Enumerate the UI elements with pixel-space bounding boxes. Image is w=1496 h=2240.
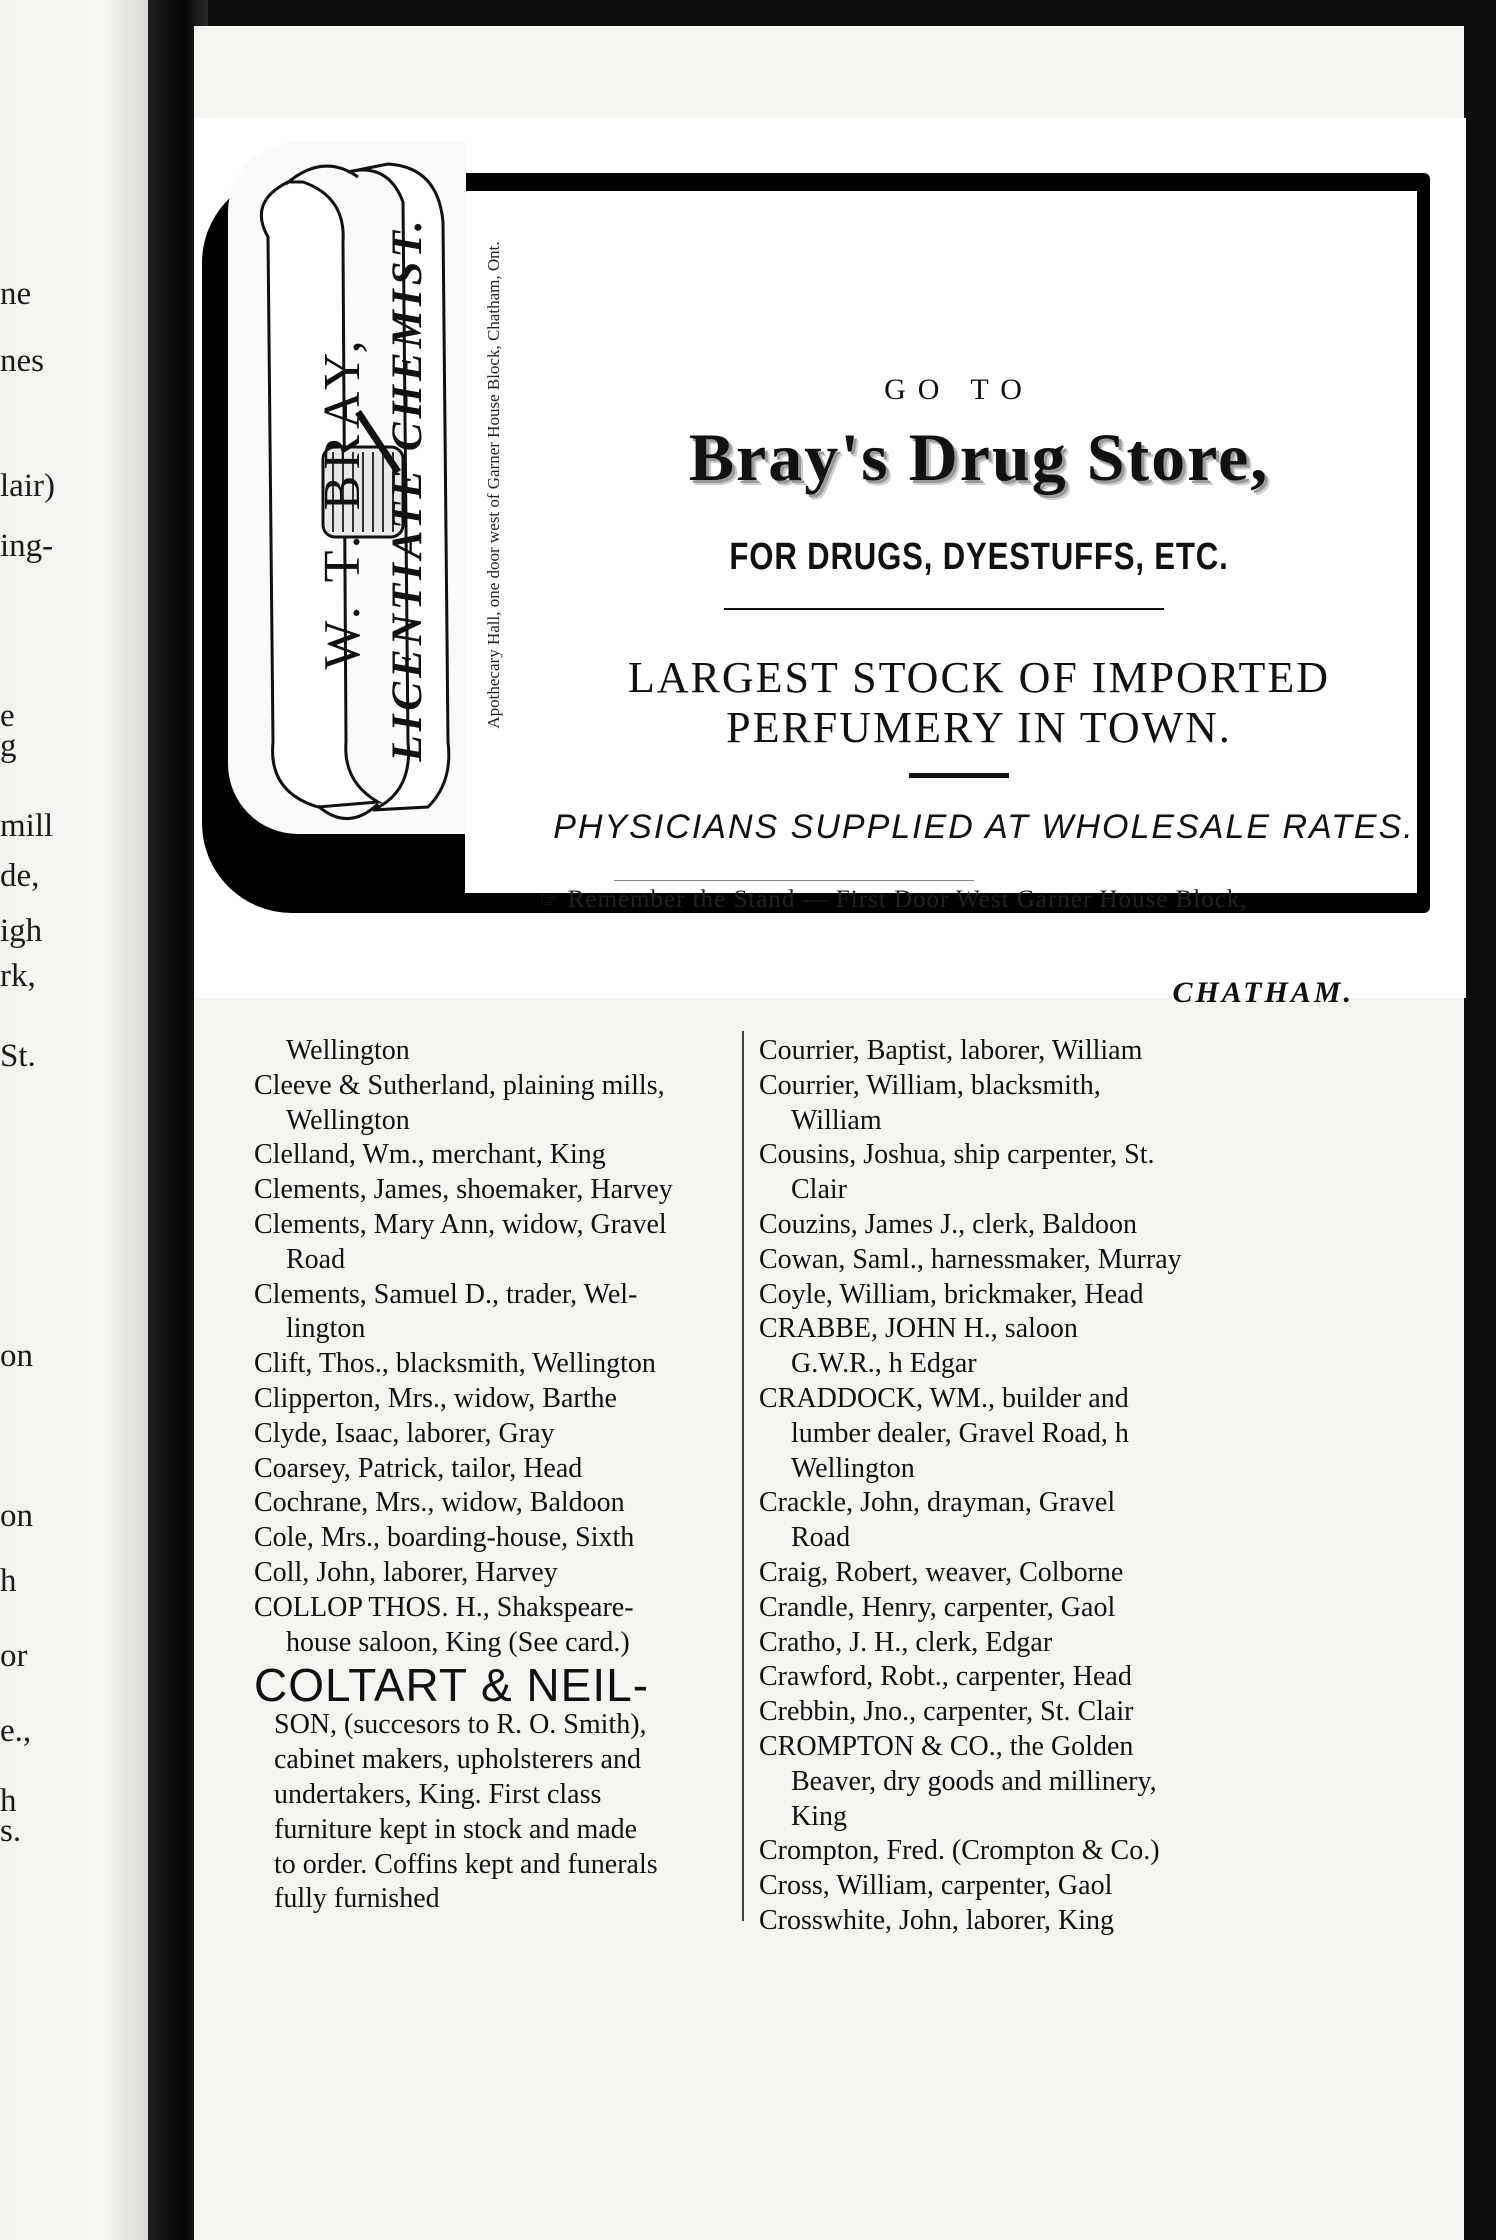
- entry-line: G.W.R., h Edgar: [791, 1348, 977, 1380]
- entry-line: Crompton, Fred. (Crompton & Co.): [759, 1835, 1160, 1867]
- entry-line: CRABBE, JOHN H., saloon: [759, 1313, 1078, 1345]
- ad-divider-dotted: [614, 880, 974, 881]
- ad-city: CHATHAM.: [1172, 976, 1354, 1009]
- directory-entry: [759, 1278, 1329, 1313]
- entry-line: SON, (succesors to R. O. Smith),: [274, 1709, 647, 1741]
- directory-entry: [254, 1486, 809, 1521]
- directory-entry: [759, 1730, 1329, 1834]
- directory-entry: [254, 1382, 809, 1417]
- adjacent-page-fragment: ne: [0, 276, 32, 312]
- ribbon-proprietor-name: W. T. BRAY,: [314, 334, 371, 670]
- entry-line: Clelland, Wm., merchant, King: [254, 1139, 606, 1171]
- ad-remember-stand: [539, 886, 1419, 915]
- directory-entry: [759, 1034, 1329, 1069]
- directory-entry: [759, 1556, 1329, 1591]
- entry-line: Crosswhite, John, laborer, King: [759, 1904, 1115, 1936]
- adjacent-page-fragment: rk,: [0, 958, 36, 994]
- adjacent-page-fragment: mill: [0, 808, 54, 844]
- entry-line: Cratho, J. H., clerk, Edgar: [759, 1626, 1053, 1658]
- ad-divider-thin: [724, 608, 1164, 610]
- adjacent-page-fragment: e.,: [0, 1713, 32, 1749]
- ad-divider-thick: [909, 773, 1009, 778]
- entry-line: Wellington: [286, 1104, 410, 1136]
- ad-store-name: Bray's Drug Store,: [688, 419, 1270, 495]
- directory-entry: [759, 1834, 1329, 1869]
- pointing-hand-icon: ☞: [539, 887, 560, 912]
- entry-line: lumber dealer, Gravel Road, h: [791, 1417, 1129, 1449]
- adjacent-page-fragment: h: [0, 1783, 17, 1819]
- entry-line: Wellington: [286, 1035, 410, 1066]
- adjacent-page-fragment: on: [0, 1338, 33, 1374]
- entry-line: undertakers, King. First class: [274, 1778, 602, 1810]
- coltart-neilson-description: [254, 1708, 809, 1917]
- directory-entry: [759, 1486, 1329, 1556]
- entry-line: Crackle, John, drayman, Gravel: [759, 1487, 1116, 1519]
- entry-line: CRADDOCK, WM., builder and: [759, 1382, 1129, 1414]
- entry-line: furniture kept in stock and made: [274, 1813, 638, 1845]
- entry-line: Courrier, William, blacksmith,: [759, 1069, 1101, 1101]
- ad-remember-text: Remember the Stand — First Door West Garner House Block,: [567, 886, 1248, 913]
- entry-line: Coyle, William, brickmaker, Head: [759, 1278, 1144, 1310]
- adjacent-page-fragment: or: [0, 1638, 28, 1674]
- directory-entry: [254, 1208, 809, 1278]
- entry-line: Crandle, Henry, carpenter, Gaol: [759, 1591, 1116, 1623]
- directory-entry: [254, 1556, 809, 1591]
- adjacent-page-fragment: g: [0, 728, 17, 764]
- entry-line: Clift, Thos., blacksmith, Wellington: [254, 1348, 656, 1380]
- entry-line: lington: [286, 1313, 366, 1345]
- coltart-neilson-heading: COLTART & NEIL-: [254, 1659, 650, 1712]
- directory-entry: [759, 1695, 1329, 1730]
- entry-line: fully furnished: [274, 1883, 440, 1915]
- entry-line: Cousins, Joshua, ship carpenter, St.: [759, 1139, 1155, 1171]
- directory-entry: [254, 1417, 809, 1452]
- entry-line: King: [791, 1800, 847, 1832]
- directory-left-column: [254, 1034, 809, 1917]
- entry-line: Cross, William, carpenter, Gaol: [759, 1870, 1113, 1902]
- entry-line: Clements, Samuel D., trader, Wel-: [254, 1278, 638, 1310]
- entry-line: Clements, James, shoemaker, Harvey: [254, 1174, 673, 1206]
- entry-line: Coarsey, Patrick, tailor, Head: [254, 1452, 583, 1484]
- entry-line: Couzins, James J., clerk, Baldoon: [759, 1208, 1137, 1240]
- entry-line: Clair: [791, 1174, 847, 1206]
- directory-entry: [759, 1869, 1329, 1904]
- directory-entry: [759, 1243, 1329, 1278]
- entry-line: Clyde, Isaac, laborer, Gray: [254, 1417, 555, 1449]
- adjacent-page-strip: [0, 0, 148, 2240]
- adjacent-page-fragment: de,: [0, 858, 40, 894]
- directory-entry: [254, 1034, 809, 1069]
- entry-line: Wellington: [791, 1452, 915, 1484]
- bray-drug-store-advertisement: [194, 118, 1466, 1009]
- ad-physicians-line: PHYSICIANS SUPPLIED AT WHOLESALE RATES.: [553, 808, 1415, 846]
- entry-line: Clipperton, Mrs., widow, Barthe: [254, 1382, 617, 1414]
- entry-line: Beaver, dry goods and millinery,: [791, 1765, 1157, 1797]
- directory-entry: [759, 1138, 1329, 1208]
- ad-ribbon-panel: [228, 142, 503, 834]
- entry-line: Crawford, Robt., carpenter, Head: [759, 1661, 1132, 1693]
- directory-entry: [759, 1069, 1329, 1139]
- directory-entry: [759, 1660, 1329, 1695]
- ad-address-band: [464, 142, 504, 834]
- entry-line: Crebbin, Jno., carpenter, St. Clair: [759, 1696, 1134, 1728]
- entry-line: Coll, John, laborer, Harvey: [254, 1556, 558, 1588]
- adjacent-page-fragment: e: [0, 698, 15, 734]
- entry-line: CROMPTON & CO., the Golden: [759, 1730, 1134, 1762]
- directory-entry: [759, 1626, 1329, 1661]
- entry-line: Cole, Mrs., boarding-house, Sixth: [254, 1522, 635, 1554]
- adjacent-page-fragment: nes: [0, 343, 44, 379]
- adjacent-page-fragment: St.: [0, 1038, 36, 1074]
- directory-entry: [254, 1521, 809, 1556]
- entry-line: Craig, Robert, weaver, Colborne: [759, 1556, 1124, 1588]
- directory-entry: [254, 1591, 809, 1661]
- entry-line: William: [791, 1104, 882, 1136]
- entry-line: to order. Coffins kept and funerals: [274, 1848, 658, 1880]
- ad-go-to: GO TO: [884, 373, 1034, 406]
- directory-right-column: [759, 1034, 1329, 1939]
- entry-line: cabinet makers, upholsterers and: [274, 1744, 641, 1776]
- entry-line: house saloon, King (See card.): [286, 1626, 630, 1658]
- ad-largest-stock: [524, 653, 1434, 752]
- ad-largest-line2: PERFUMERY IN TOWN.: [726, 702, 1232, 752]
- ribbon-licentiate-title: LICENTIATE CHEMIST.: [384, 216, 431, 762]
- adjacent-page-fragment: h: [0, 1563, 17, 1599]
- entry-line: Cowan, Saml., harnessmaker, Murray: [759, 1243, 1182, 1275]
- directory-entry: [759, 1591, 1329, 1626]
- directory-entry: [759, 1208, 1329, 1243]
- adjacent-page-fragment: on: [0, 1498, 33, 1534]
- entry-line: Cochrane, Mrs., widow, Baldoon: [254, 1487, 625, 1519]
- directory-entry: [759, 1312, 1329, 1382]
- entry-line: Road: [286, 1243, 346, 1275]
- entry-line: Cleeve & Sutherland, plaining mills,: [254, 1069, 665, 1101]
- ad-address-vertical: Apothecary Hall, one door west of Garner House Block, Chatham, Ont.: [484, 241, 503, 729]
- adjacent-page-fragment: igh: [0, 913, 43, 949]
- directory-entry: [759, 1382, 1329, 1486]
- directory-page: [194, 26, 1464, 2240]
- adjacent-page-fragment: ing-: [0, 528, 54, 564]
- directory-entry: [254, 1347, 809, 1382]
- ad-drugs-line: FOR DRUGS, DYESTUFFS, ETC.: [729, 536, 1229, 578]
- directory-entry: [254, 1173, 809, 1208]
- adjacent-page-fragment: s.: [0, 1813, 22, 1849]
- adjacent-page-fragment: lair): [0, 468, 55, 504]
- entry-line: Courrier, Baptist, laborer, William: [759, 1035, 1143, 1066]
- directory-entry: [759, 1904, 1329, 1939]
- directory-entry: [254, 1069, 809, 1139]
- entry-line: COLLOP THOS. H., Shakspeare-: [254, 1591, 634, 1623]
- entry-line: Clements, Mary Ann, widow, Gravel: [254, 1208, 667, 1240]
- ad-largest-line1: LARGEST STOCK OF IMPORTED: [627, 653, 1331, 702]
- directory-entry: [254, 1452, 809, 1487]
- entry-line: Road: [791, 1522, 851, 1554]
- directory-entry: [254, 1278, 809, 1348]
- directory-entry: [254, 1138, 809, 1173]
